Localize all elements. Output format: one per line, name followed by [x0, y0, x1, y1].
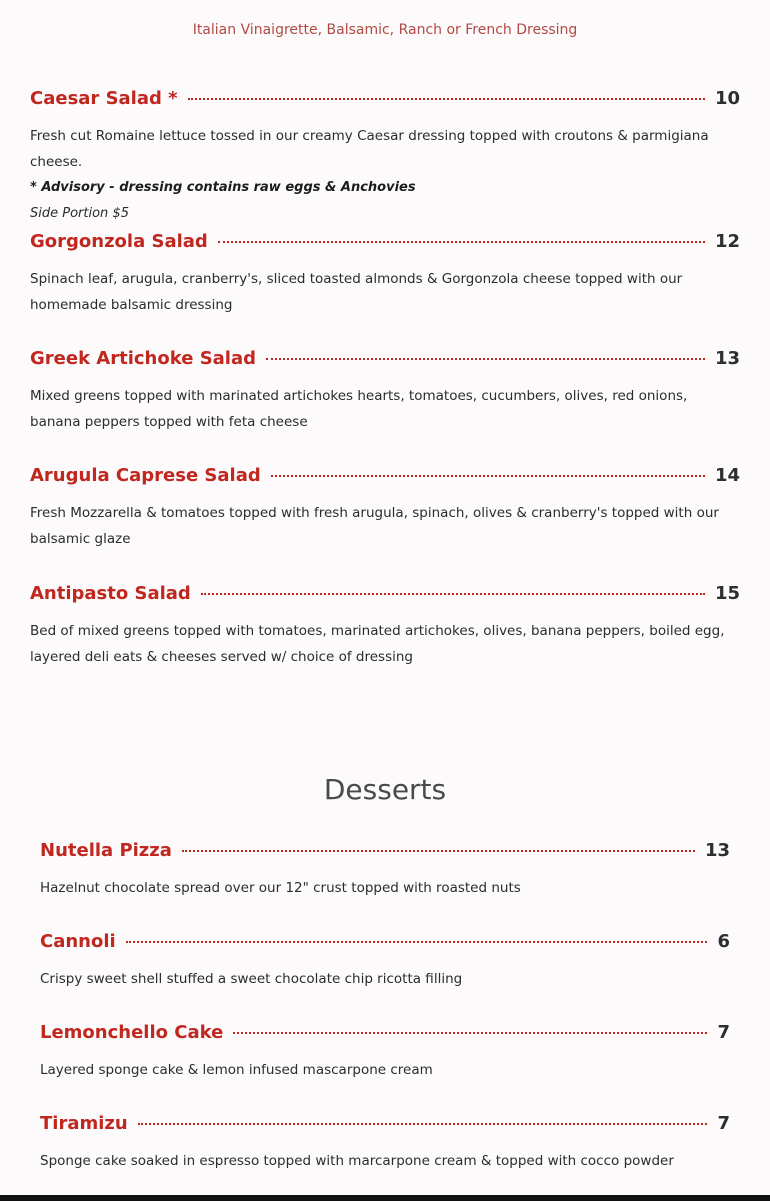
item-description: Fresh cut Romaine lettuce tossed in our creamy Caesar dressing topped with croutons & parmigiana cheese. — [30, 128, 709, 170]
side-portion-note: Side Portion $5 — [30, 206, 129, 221]
item-price: 7 — [717, 1021, 730, 1043]
item-name: Arugula Caprese Salad — [30, 464, 261, 486]
item-price: 12 — [714, 230, 740, 252]
bottom-edge-bar — [0, 1195, 770, 1201]
item-name: Tiramizu — [40, 1112, 128, 1134]
menu-item-arugula-caprese-salad — [30, 462, 740, 552]
item-price: 7 — [717, 1112, 730, 1134]
item-name: Greek Artichoke Salad — [30, 347, 257, 369]
menu-item-gorgonzola-salad — [30, 228, 740, 318]
item-description: Spinach leaf, arugula, cranberry's, sliced toasted almonds & Gorgonzola cheese topped with our homemade balsamic dressing — [30, 271, 683, 313]
dotted-leader — [138, 1123, 708, 1125]
item-price: 6 — [717, 930, 730, 952]
item-description: Hazelnut chocolate spread over our 12" crust topped with roasted nuts — [40, 880, 521, 896]
item-name: Nutella Pizza — [40, 839, 172, 861]
advisory-note: * Advisory - dressing contains raw eggs & Anchovies — [30, 180, 416, 195]
dotted-leader — [233, 1032, 707, 1034]
menu-item-caesar-salad — [30, 85, 740, 227]
item-name: Cannoli — [40, 930, 116, 952]
dotted-leader — [218, 241, 705, 243]
dotted-leader — [271, 475, 705, 477]
item-name: Gorgonzola Salad — [30, 230, 208, 252]
menu-item-lemonchello-cake — [40, 1019, 730, 1083]
dressing-note: Italian Vinaigrette, Balsamic, Ranch or French Dressing — [192, 22, 578, 38]
item-price: 15 — [714, 582, 740, 604]
item-price: 13 — [704, 839, 730, 861]
dotted-leader — [266, 358, 705, 360]
dotted-leader — [188, 98, 705, 100]
dotted-leader — [126, 941, 708, 943]
item-price: 13 — [714, 347, 740, 369]
item-price: 10 — [714, 87, 740, 109]
item-description: Sponge cake soaked in espresso topped with marcarpone cream & topped with cocco powder — [40, 1153, 674, 1169]
menu-item-antipasto-salad — [30, 580, 740, 670]
item-name: Lemonchello Cake — [40, 1021, 224, 1043]
dotted-leader — [182, 850, 695, 852]
item-description: Crispy sweet shell stuffed a sweet chocolate chip ricotta filling — [40, 971, 463, 987]
item-price: 14 — [714, 464, 740, 486]
menu-item-cannoli — [40, 928, 730, 992]
item-name: Caesar Salad * — [30, 87, 178, 109]
item-description: Mixed greens topped with marinated artichokes hearts, tomatoes, cucumbers, olives, red onions, banana peppers topped with feta cheese — [30, 388, 688, 430]
menu-item-tiramizu — [40, 1110, 730, 1174]
menu-item-greek-artichoke-salad — [30, 345, 740, 435]
menu-item-nutella-pizza — [40, 837, 730, 901]
item-description: Fresh Mozzarella & tomatoes topped with fresh arugula, spinach, olives & cranberry's topped with our balsamic glaze — [30, 505, 719, 547]
item-description: Layered sponge cake & lemon infused mascarpone cream — [40, 1062, 433, 1078]
dotted-leader — [201, 593, 705, 595]
section-title-desserts: Desserts — [323, 773, 447, 806]
item-description: Bed of mixed greens topped with tomatoes, marinated artichokes, olives, banana peppers, boiled egg, layered deli eats & cheeses served w/ choice of dressing — [30, 623, 725, 665]
item-name: Antipasto Salad — [30, 582, 191, 604]
